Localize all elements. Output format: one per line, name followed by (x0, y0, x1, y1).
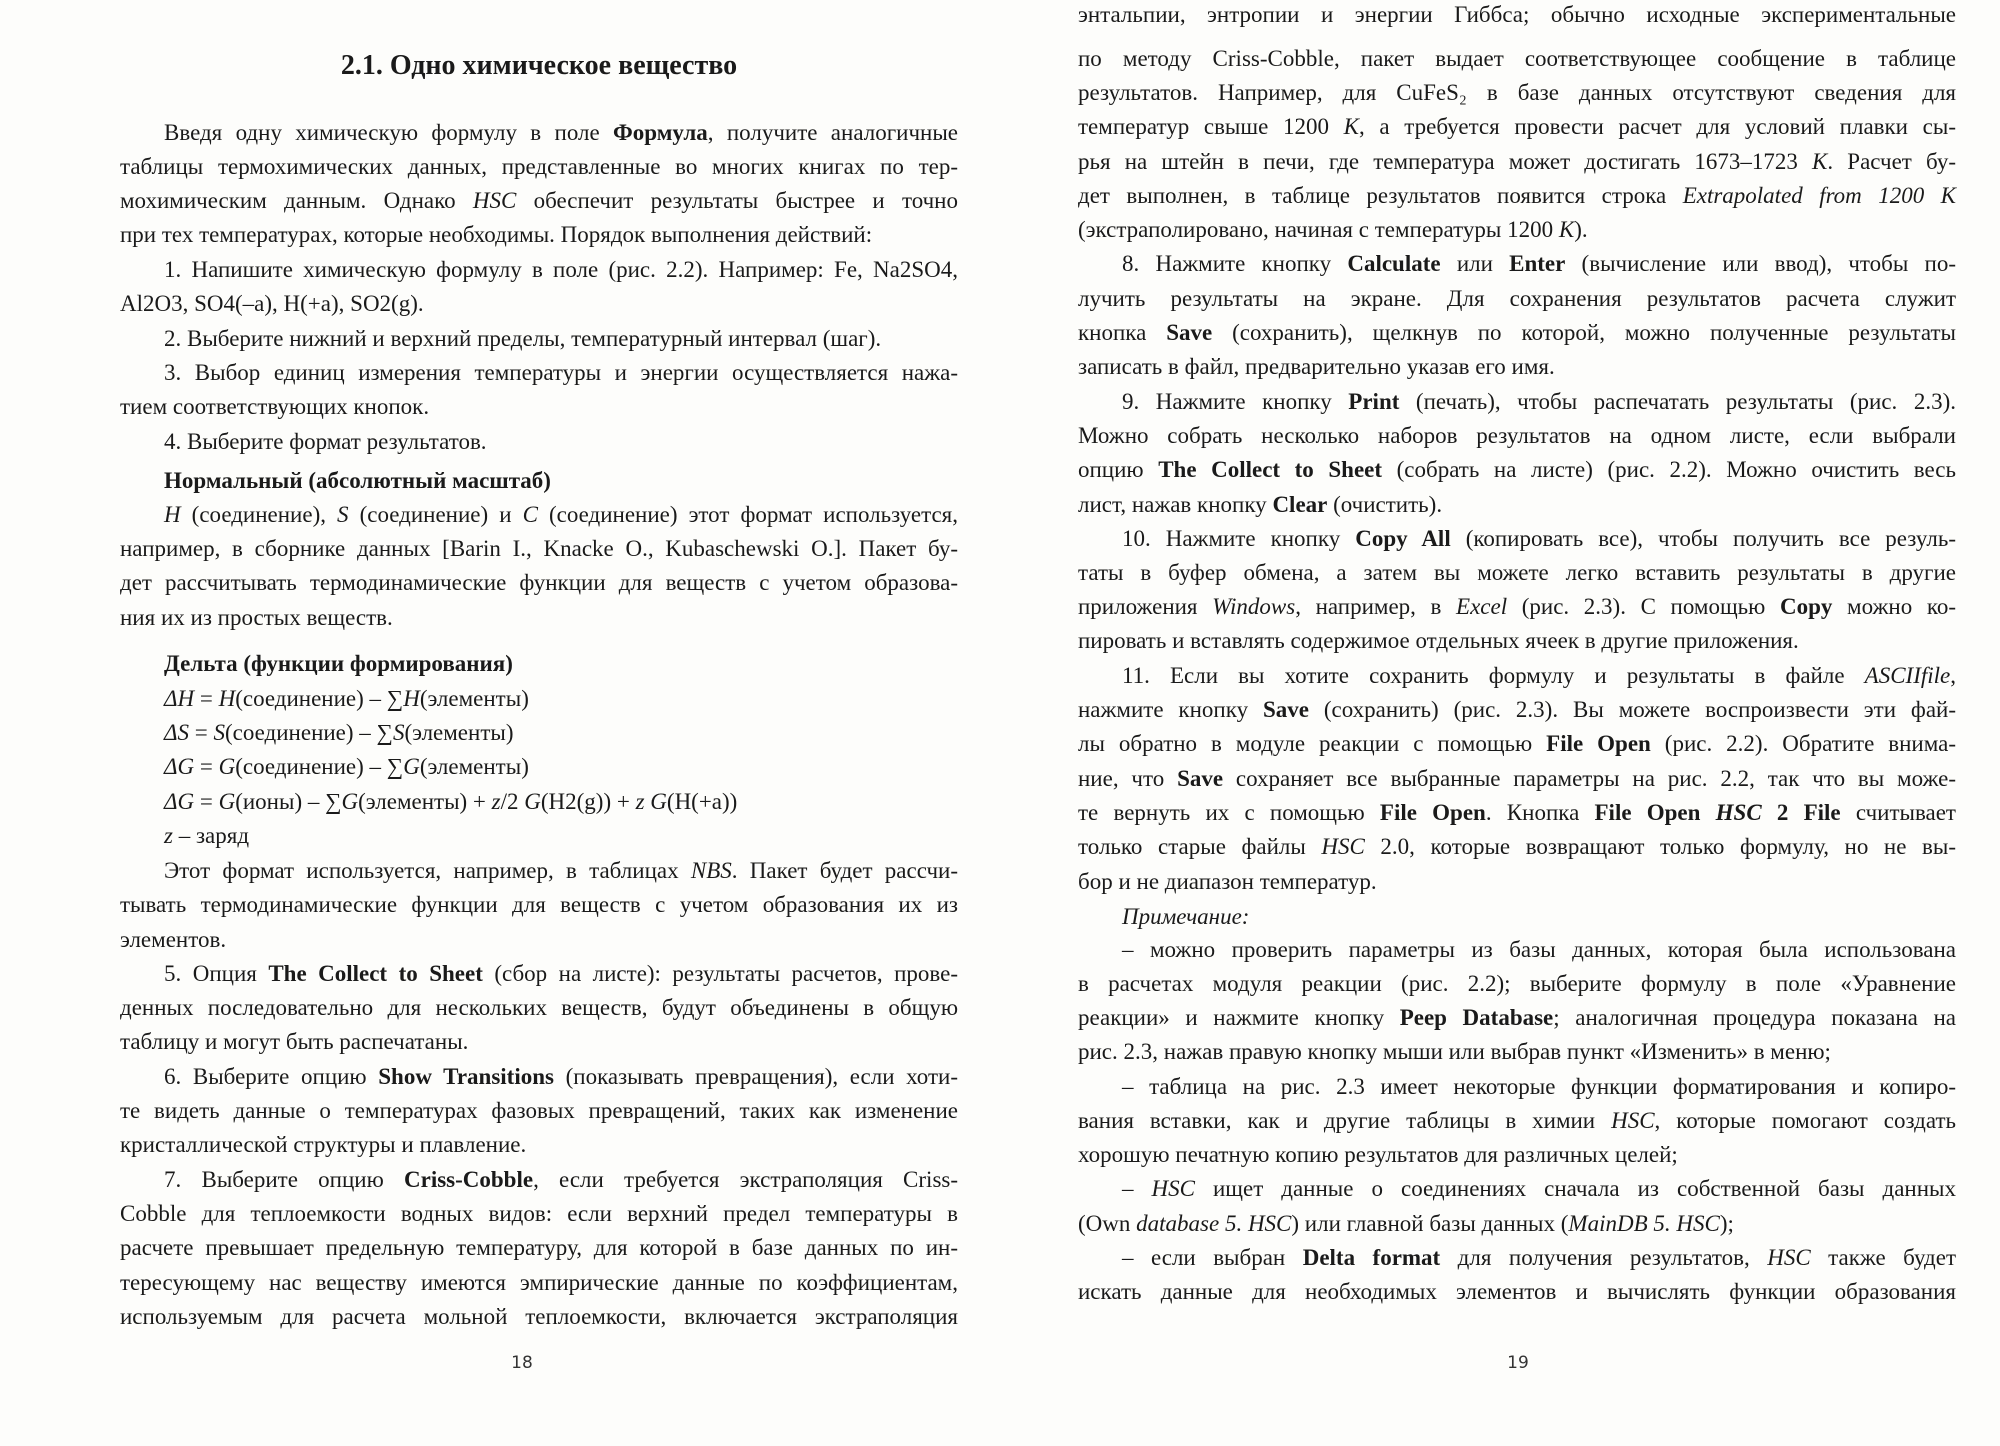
left-text-line: тересующему нас веществу имеются эмпирические данные по коэффициентам, (120, 1270, 958, 1295)
left-text-line: 5. Опция The Collect to Sheet (сбор на листе): результаты расчетов, прове- (164, 961, 958, 986)
left-text-line: Al2O3, SO4(–a), H(+a), SO2(g). (120, 291, 424, 316)
left-text-line: Cobble для теплоемкости водных видов: если верхний предел температуры в (120, 1201, 958, 1226)
left-text-line: ΔH = H(соединение) – ∑H(элементы) (164, 686, 529, 711)
left-text-line: тывать термодинамические функции для веществ с учетом образования их из (120, 892, 958, 917)
left-text-line: 7. Выберите опцию Criss-Cobble, если требуется экстраполяция Criss- (164, 1167, 959, 1192)
right-page (1000, 0, 2000, 1446)
right-text-line: – можно проверить параметры из базы данных, которая была использована (1122, 937, 1956, 962)
right-text-line: дет выполнен, в таблице результатов появится строка Extrapolated from 1200 K (1078, 183, 1956, 208)
right-text-line: вания вставки, как и другие таблицы в химии HSC, которые помогают создать (1078, 1108, 1956, 1133)
left-text-line: кристаллической структуры и плавление. (120, 1132, 527, 1157)
left-text-line: например, в сборнике данных [Barin I., Knacke O., Kubaschewski O.]. Пакет бу- (120, 536, 958, 561)
right-text-line: реакции» и нажмите кнопку Peep Database; аналогичная процедура показана на (1078, 1005, 1956, 1030)
left-text-line: дет рассчитывать термодинамические функции для веществ с учетом образова- (120, 570, 958, 595)
right-text-line: бор и не диапазон температур. (1078, 869, 1377, 894)
right-text-line: энтальпии, энтропии и энергии Гиббса; обычно исходные экспериментальные (1078, 2, 1956, 27)
right-text-line: Примечание: (1122, 904, 1250, 929)
right-text-line: приложения Windows, например, в Excel (рис. 2.3). С помощью Copy можно ко- (1078, 594, 1956, 619)
right-text-line: (Own database 5. HSC) или главной базы данных (MainDB 5. HSC); (1078, 1211, 1734, 1236)
left-text-line: 4. Выберите формат результатов. (164, 429, 487, 454)
right-text-line: ние, что Save сохраняет все выбранные параметры на рис. 2.2, так что вы може- (1078, 766, 1956, 791)
right-text-line: 11. Если вы хотите сохранить формулу и результаты в файле ASCIIfile, (1122, 663, 1956, 688)
right-text-line: кнопка Save (сохранить), щелкнув по которой, можно полученные результаты (1078, 320, 1957, 345)
right-text-line: нажмите кнопку Save (сохранить) (рис. 2.3). Вы можете воспроизвести эти фай- (1078, 697, 1957, 722)
right-text-line: (экстраполировано, начиная с температуры 1200 K). (1078, 217, 1588, 242)
right-text-line: те вернуть их с помощью File Open. Кнопка File Open HSC 2 File считывает (1078, 800, 1956, 825)
right-text-line: лист, нажав кнопку Clear (очистить). (1078, 492, 1443, 517)
left-text-line: ΔS = S(соединение) – ∑S(элементы) (164, 720, 514, 745)
right-text-line: таты в буфер обмена, а затем вы можете легко вставить результаты в другие (1078, 560, 1956, 585)
right-text-line: опцию The Collect to Sheet (собрать на листе) (рис. 2.2). Можно очистить весь (1078, 457, 1956, 482)
left-text-line: Дельта (функции формирования) (164, 651, 513, 676)
right-text-line: 9. Нажмите кнопку Print (печать), чтобы распечатать результаты (рис. 2.3). (1122, 389, 1956, 414)
right-text-line: 8. Нажмите кнопку Calculate или Enter (вычисление или ввод), чтобы по- (1122, 251, 1956, 276)
right-text-line: Можно собрать несколько наборов результатов на одном листе, если выбрали (1078, 423, 1956, 448)
right-text-line: лы обратно в модуле реакции с помощью File Open (рис. 2.2). Обратите внима- (1078, 731, 1956, 756)
left-text-line: мохимическим данным. Однако HSC обеспечит результаты быстрее и точно (120, 188, 958, 213)
right-text-line: рис. 2.3, нажав правую кнопку мыши или выбрав пункт «Изменить» в меню; (1078, 1039, 1831, 1064)
right-text-line: лучить результаты на экране. Для сохранения результатов расчета служит (1078, 286, 1956, 311)
left-text-line: используемым для расчета мольной теплоемкости, включается экстраполяция (120, 1304, 958, 1329)
left-text-line: элементов. (120, 927, 227, 952)
right-text-line: – если выбран Delta format для получения результатов, HSC также будет (1122, 1245, 1956, 1270)
right-text-line: пировать и вставлять содержимое отдельных ячеек в другие приложения. (1078, 628, 1799, 653)
left-text-line: Введя одну химическую формулу в поле Формула, получите аналогичные (164, 120, 958, 145)
left-text-line: 1. Напишите химическую формулу в поле (рис. 2.2). Например: Fe, Na2SO4, (164, 257, 958, 282)
left-text-line: ΔG = G(соединение) – ∑G(элементы) (164, 754, 529, 779)
right-text-line: – таблица на рис. 2.3 имеет некоторые функции форматирования и копиро- (1122, 1074, 1956, 1099)
left-text-line: Этот формат используется, например, в таблицах NBS. Пакет будет рассчи- (164, 858, 958, 883)
section-title: 2.1. Одно химическое вещество (340, 50, 738, 81)
right-text-line: только старые файлы HSC 2.0, которые возвращают только формулу, но не вы- (1078, 834, 1956, 859)
left-text-line: таблицу и могут быть распечатаны. (120, 1029, 469, 1054)
page-number-right: 19 (1507, 1353, 1529, 1373)
left-text-line: те видеть данные о температурах фазовых превращений, таких как изменение (120, 1098, 958, 1123)
right-text-line: 10. Нажмите кнопку Copy All (копировать все), чтобы получить все резуль- (1122, 526, 1956, 551)
right-text-line: записать в файл, предварительно указав его имя. (1078, 354, 1555, 379)
left-text-line: при тех температурах, которые необходимы. Порядок выполнения действий: (120, 222, 873, 247)
left-text-line: Нормальный (абсолютный масштаб) (164, 468, 551, 493)
right-text-line: искать данные для необходимых элементов и вычислять функции образования (1078, 1279, 1956, 1304)
left-text-line: z – заряд (164, 823, 250, 848)
right-text-line: по методу Criss-Cobble, пакет выдает соответствующее сообщение в таблице (1078, 46, 1956, 71)
left-text-line: расчете превышает предельную температуру, для которой в базе данных по ин- (120, 1235, 958, 1260)
left-text-line: 3. Выбор единиц измерения температуры и энергии осуществляется нажа- (164, 360, 958, 385)
right-text-line: в расчетах модуля реакции (рис. 2.2); выберите формулу в поле «Уравнение (1078, 971, 1956, 996)
left-text-line: H (соединение), S (соединение) и C (соединение) этот формат используется, (164, 502, 959, 527)
right-text-line: результатов. Например, для CuFeS₂ в базе данных отсутствуют сведения для (1078, 80, 1956, 105)
left-text-line: таблицы термохимических данных, представленные во многих книгах по тер- (120, 154, 958, 179)
page-number-left: 18 (511, 1353, 533, 1373)
left-text-line: ΔG = G(ионы) – ∑G(элементы) + z/2 G(H2(g)) + z G(H(+a)) (164, 789, 738, 814)
left-text-line: тием соответствующих кнопок. (120, 394, 430, 419)
left-text-line: 6. Выберите опцию Show Transitions (показывать превращения), если хоти- (164, 1064, 959, 1089)
right-text-line: температур свыше 1200 K, а требуется провести расчет для условий плавки сы- (1078, 114, 1956, 139)
right-text-line: хорошую печатную копию результатов для различных целей; (1078, 1142, 1678, 1167)
left-text-line: ния их из простых веществ. (120, 605, 393, 630)
right-text-line: – HSC ищет данные о соединениях сначала из собственной базы данных (1122, 1176, 1956, 1201)
left-text-line: денных последовательно для нескольких веществ, будут объединены в общую (120, 995, 958, 1020)
left-text-line: 2. Выберите нижний и верхний пределы, температурный интервал (шаг). (164, 326, 882, 351)
right-text-line: рья на штейн в печи, где температура может достигать 1673–1723 K. Расчет бу- (1078, 149, 1956, 174)
